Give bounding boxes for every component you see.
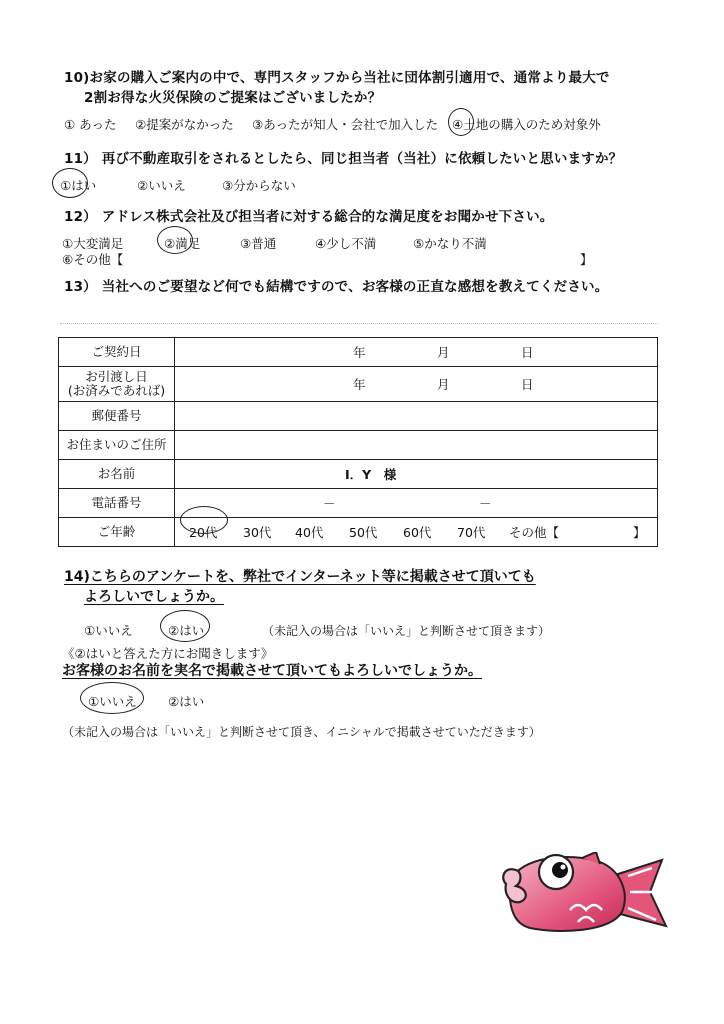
postal-code-label: 郵便番号 <box>59 402 175 431</box>
phone-dash-2: － <box>479 496 492 511</box>
q12-selection-circle <box>157 226 193 254</box>
q10-option-1[interactable]: ① あった <box>64 117 117 132</box>
sea-bream-mascot-icon <box>500 852 670 934</box>
q14-selection-circle <box>160 610 210 642</box>
age-option-30s[interactable]: 30代 <box>243 525 272 540</box>
q10-option-2[interactable]: ②提案がなかった <box>135 117 234 132</box>
phone-dash-1: － <box>323 496 336 511</box>
q12-option-1[interactable]: ①大変満足 <box>62 236 124 251</box>
delivery-year-label: 年 <box>353 377 366 392</box>
q12-other-open[interactable]: ⑥その他【 <box>62 252 124 267</box>
name-field[interactable] <box>175 460 658 489</box>
delivery-day-label: 日 <box>521 377 534 392</box>
age-label: ご年齢 <box>59 518 175 547</box>
followup-note: （未記入の場合は「いいえ」と判断させて頂き、イニシャルで掲載させていただきます） <box>62 725 541 739</box>
address-label: お住まいのご住所 <box>59 431 175 460</box>
phone-field[interactable] <box>175 489 658 518</box>
address-field[interactable] <box>175 431 658 460</box>
contract-day-label: 日 <box>521 345 534 360</box>
contract-month-label: 月 <box>437 345 450 360</box>
q12-question: 12） アドレス株式会社及び担当者に対する総合的な満足度をお聞かせ下さい。 <box>64 209 554 225</box>
age-option-20s[interactable]: 20代 <box>189 525 218 540</box>
q12-option-4[interactable]: ④少し不満 <box>315 236 377 251</box>
q14-line2: よろしいでしょうか。 <box>84 589 224 605</box>
q14-note: （未記入の場合は「いいえ」と判断させて頂きます） <box>262 624 551 638</box>
q10-line1: 10)お家の購入ご案内の中で、専門スタッフから当社に団体割引適用で、通常より最大で <box>64 70 610 86</box>
age-option-60s[interactable]: 60代 <box>403 525 432 540</box>
delivery-month-label: 月 <box>437 377 450 392</box>
delivery-date-label <box>59 367 175 402</box>
contract-year-label: 年 <box>353 345 366 360</box>
q11-option-1[interactable]: ①はい <box>60 178 97 193</box>
q10-line2: 2割お得な火災保険のご提案はございましたか？ <box>84 90 382 106</box>
q14-option-no[interactable]: ①いいえ <box>84 623 133 638</box>
age-option-other-close: 】 <box>633 525 646 540</box>
followup-selection-circle <box>80 682 144 714</box>
delivery-date-label-sub: (お済みであれば) <box>67 383 166 398</box>
q10-option-4[interactable]: ④土地の購入のため対象外 <box>452 117 601 132</box>
q14-line1: 14)こちらのアンケートを、弊社でインターネット等に掲載させて頂いても <box>64 569 536 585</box>
q10-selection-circle <box>448 108 474 136</box>
followup-option-no[interactable]: ①いいえ <box>88 694 137 709</box>
q10-option-3[interactable]: ③あったが知人・会社で加入した <box>252 117 439 132</box>
followup-question: お客様のお名前を実名で掲載させて頂いてもよろしいでしょうか。 <box>62 663 482 679</box>
delivery-date-field[interactable] <box>175 367 658 402</box>
age-option-50s[interactable]: 50代 <box>349 525 378 540</box>
q12-other-close: 】 <box>580 252 593 267</box>
q11-selection-circle <box>52 168 88 198</box>
age-option-40s[interactable]: 40代 <box>295 525 324 540</box>
phone-label: 電話番号 <box>59 489 175 518</box>
followup-heading: 《②はいと答えた方にお聞きします》 <box>62 646 274 661</box>
postal-code-field[interactable] <box>175 402 658 431</box>
age-option-70s[interactable]: 70代 <box>457 525 486 540</box>
q13-question: 13） 当社へのご要望など何でも結構ですので、お客様の正直な感想を教えてください。 <box>64 279 609 295</box>
delivery-date-label-main: お引渡し日 <box>85 369 148 384</box>
q14-option-yes[interactable]: ②はい <box>168 623 205 638</box>
q11-option-2[interactable]: ②いいえ <box>137 178 186 193</box>
contract-date-label: ご契約日 <box>59 338 175 367</box>
name-label: お名前 <box>59 460 175 489</box>
age-selection-circle <box>180 506 228 534</box>
q12-option-5[interactable]: ⑤かなり不満 <box>413 236 487 251</box>
age-field <box>175 518 658 547</box>
name-value: I．Y 様 <box>345 467 397 482</box>
q11-question: 11） 再び不動産取引をされるとしたら、同じ担当者（当社）に依頼したいと思いますか？ <box>64 151 623 167</box>
q12-option-2[interactable]: ②満足 <box>164 236 201 251</box>
q12-option-3[interactable]: ③普通 <box>240 236 277 251</box>
followup-option-yes[interactable]: ②はい <box>168 694 205 709</box>
age-option-other[interactable]: その他【 <box>509 525 560 540</box>
section-divider <box>60 323 658 324</box>
customer-info-table <box>58 337 658 547</box>
q11-option-3[interactable]: ③分からない <box>222 178 296 193</box>
contract-date-field[interactable] <box>175 338 658 367</box>
